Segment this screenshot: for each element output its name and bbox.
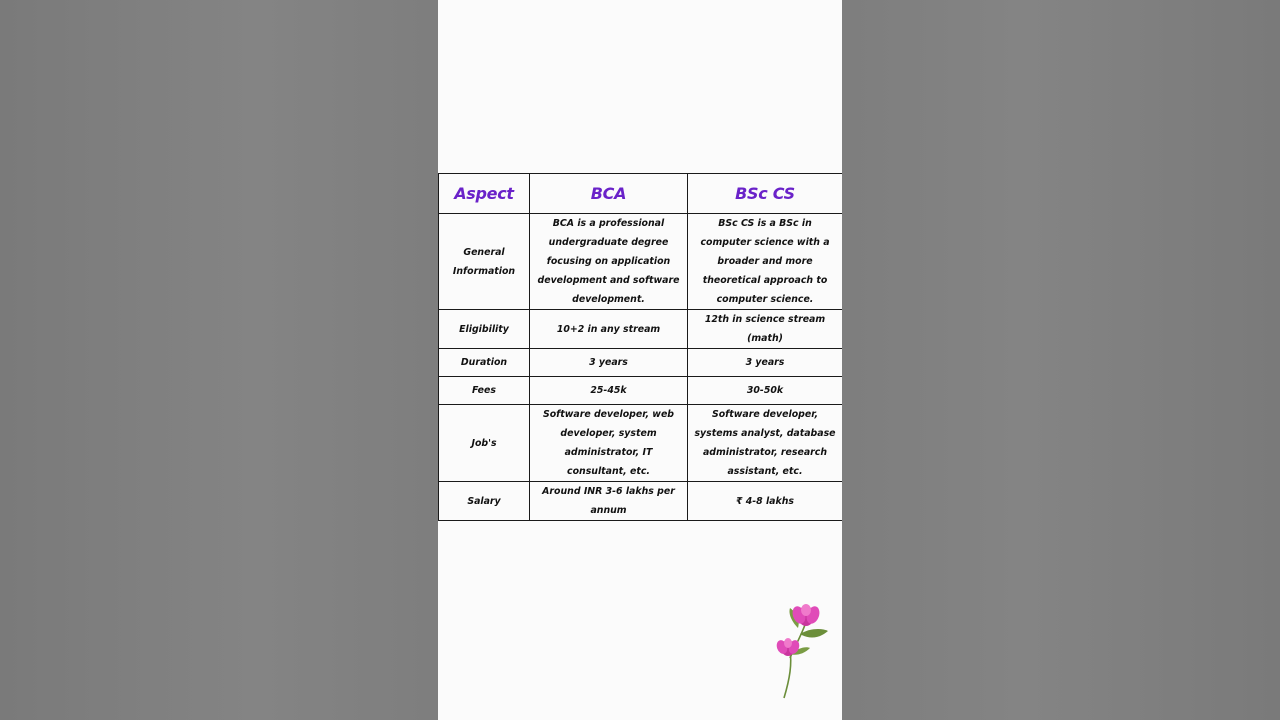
cell-bsc-duration: 3 years xyxy=(688,349,843,377)
row-label-general-information: General Information xyxy=(439,214,530,310)
table-row xyxy=(439,405,843,482)
table-row xyxy=(439,482,843,521)
cell-bca-fees: 25-45k xyxy=(530,377,688,405)
cell-bsc-general-information: BSc CS is a BSc in computer science with a broader and more theoretical approach to computer science. xyxy=(688,214,843,310)
header-bca: BCA xyxy=(530,174,688,214)
row-label-salary: Salary xyxy=(439,482,530,521)
header-bsc-cs: BSc CS xyxy=(688,174,843,214)
cell-bca-salary: Around INR 3-6 lakhs per annum xyxy=(530,482,688,521)
cell-bsc-jobs: Software developer, systems analyst, database administrator, research assistant, etc. xyxy=(688,405,843,482)
cell-bsc-eligibility: 12th in science stream (math) xyxy=(688,310,843,349)
cell-bca-general-information: BCA is a professional undergraduate degree focusing on application development and software development. xyxy=(530,214,688,310)
cell-bca-duration: 3 years xyxy=(530,349,688,377)
table-header-row xyxy=(439,174,843,214)
table-row xyxy=(439,214,843,310)
cell-bsc-fees: 30-50k xyxy=(688,377,843,405)
content-card xyxy=(438,0,842,720)
row-label-eligibility: Eligibility xyxy=(439,310,530,349)
table-row xyxy=(439,377,843,405)
table-row xyxy=(439,349,843,377)
comparison-table xyxy=(438,173,842,521)
cell-bsc-salary: ₹ 4-8 lakhs xyxy=(688,482,843,521)
row-label-jobs: Job's xyxy=(439,405,530,482)
flower-icon xyxy=(776,598,836,702)
row-label-duration: Duration xyxy=(439,349,530,377)
table-row xyxy=(439,310,843,349)
header-aspect: Aspect xyxy=(439,174,530,214)
cell-bca-eligibility: 10+2 in any stream xyxy=(530,310,688,349)
row-label-fees: Fees xyxy=(439,377,530,405)
cell-bca-jobs: Software developer, web developer, system administrator, IT consultant, etc. xyxy=(530,405,688,482)
